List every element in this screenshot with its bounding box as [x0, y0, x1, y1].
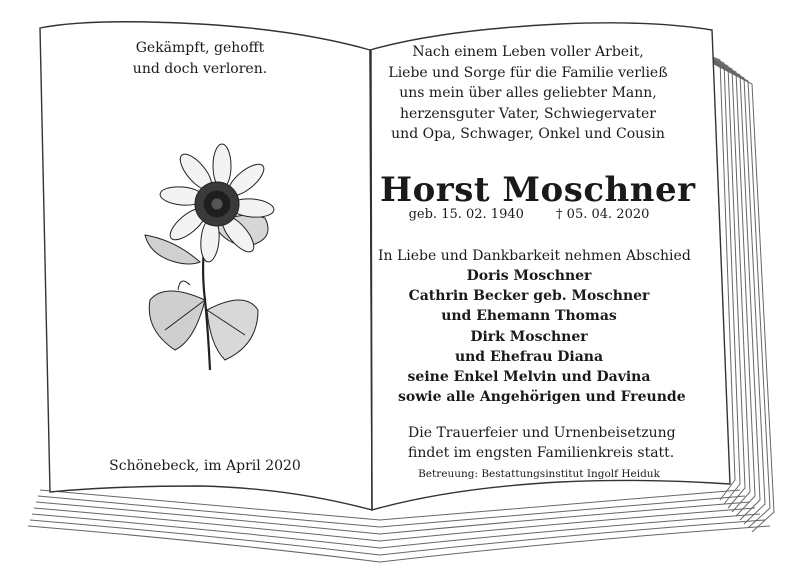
funeral-line: Die Trauerfeier und Urnenbeisetzung — [408, 425, 676, 441]
death-date: † 05. 04. 2020 — [556, 207, 650, 222]
intro-line: Nach einem Leben voller Arbeit, — [412, 44, 644, 60]
mourner-line: Dirk Moschner — [470, 328, 588, 345]
left-page — [40, 22, 372, 510]
intro-line: uns mein über alles geliebter Mann, — [399, 85, 657, 102]
mourners-list — [398, 266, 686, 407]
mourner-line: und Ehemann Thomas — [441, 308, 617, 325]
intro-line: Liebe und Sorge für die Familie verließ — [388, 64, 668, 81]
undertaker-credit: Betreuung: Bestattungsinstitut Ingolf Heiduk — [418, 468, 660, 480]
motto-line: und doch verloren. — [132, 61, 268, 77]
funeral-line: findet im engsten Familienkreis statt. — [408, 445, 675, 461]
mourner-line: seine Enkel Melvin und Davina — [407, 369, 651, 386]
intro-text — [388, 42, 668, 145]
birth-date: geb. 15. 02. 1940 — [408, 207, 524, 222]
mourner-line: sowie alle Angehörigen und Freunde — [398, 389, 686, 406]
intro-line: herzensguter Vater, Schwiegervater — [399, 105, 657, 122]
farewell-intro: In Liebe und Dankbarkeit nehmen Abschied — [378, 248, 691, 264]
motto-line: Gekämpft, gehofft — [135, 40, 265, 56]
funeral-notice — [408, 423, 676, 463]
deceased-name: Horst Moschner — [380, 170, 696, 210]
mourner-line: Cathrin Becker geb. Moschner — [408, 288, 650, 305]
life-dates — [398, 206, 660, 224]
intro-line: und Opa, Schwager, Onkel und Cousin — [391, 126, 665, 143]
motto — [110, 38, 290, 80]
book-spine — [371, 50, 372, 510]
place-date: Schönebeck, im April 2020 — [109, 458, 301, 474]
mourner-line: Doris Moschner — [466, 268, 592, 284]
mourner-line: und Ehefrau Diana — [454, 348, 604, 365]
